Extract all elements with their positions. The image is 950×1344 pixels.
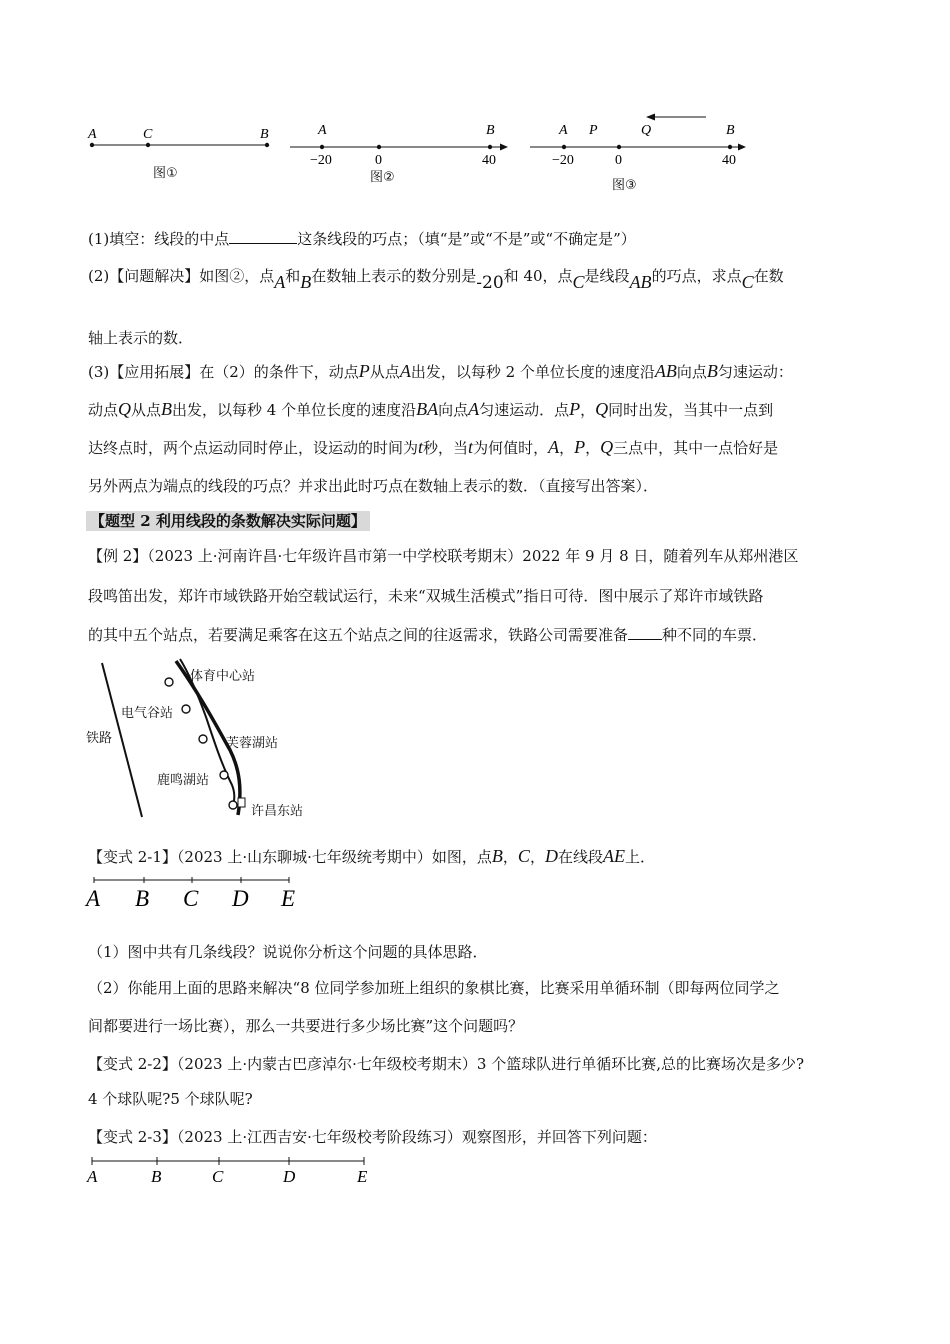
q3-text: 从点 (369, 363, 400, 381)
q3-text: 出发，以每秒 2 个单位长度的速度沿 (410, 363, 655, 381)
q3-text: 为何值时， (473, 439, 549, 457)
q3-text: ， (559, 439, 575, 457)
station-label: 芙蓉湖站 (226, 736, 279, 751)
q2-t2: 和 (285, 267, 301, 285)
q3-line3 (88, 437, 778, 458)
q2-t4: 和 40，点 (503, 267, 573, 285)
fig1-point-b: B (260, 127, 269, 142)
q3-var: t (418, 437, 424, 457)
fig3-tick-0: 0 (615, 153, 622, 168)
station-marker (165, 678, 173, 686)
ex2-text: 种不同的车票． (662, 626, 768, 644)
fig2-tick-0: 0 (375, 153, 382, 168)
q3-var: B (161, 399, 173, 419)
station-label: 体育中心站 (190, 669, 256, 684)
v21-text: 上． (624, 848, 655, 866)
v21-point: A (86, 886, 101, 911)
figure-2 (288, 120, 513, 170)
segment-figure-v23 (84, 1154, 374, 1188)
fig2-caption: 图② (370, 170, 395, 185)
fig3-point-a: A (559, 123, 568, 138)
v21-text: 在线段 (557, 848, 603, 866)
variant-2-3-title: 【变式 2-3】（2023 上·江西吉安·七年级校考阶段练习）观察图形，并回答下列问题： (88, 1128, 657, 1146)
variant-2-1-title (88, 846, 655, 867)
variant-2-2-line2: 4 个球队呢?5 个球队呢? (88, 1090, 253, 1108)
v21-var: B (491, 846, 503, 866)
q2-var: AB (629, 272, 652, 292)
answer-blank (229, 229, 297, 244)
q2-var: B (300, 272, 312, 292)
q2-var: A (274, 272, 286, 292)
fig3-point-b: B (726, 123, 735, 138)
example-2-line1: 【例 2】（2023 上·河南许昌·七年级许昌市第一中学校联考期末）2022 年 9 月 8 日，随着列车从郑州港区 (88, 547, 799, 565)
q1-text-a: (1)填空：线段的中点 (88, 230, 230, 248)
q2-t3: 在数轴上表示的数分别是 (311, 267, 477, 285)
q3-text: 从点 (131, 401, 162, 419)
q3-var: AB (654, 361, 677, 381)
fig3-caption: 图③ (612, 178, 637, 193)
v21-question-2a: （2）你能用上面的思路来解决“8 位同学参加班上组织的象棋比赛，比赛采用单循环制（即每两位同学之 (88, 979, 780, 997)
v21-point: D (232, 886, 249, 911)
station-marker (229, 801, 237, 809)
v21-question-2b: 间都要进行一场比赛），那么一共要进行多少场比赛”这个问题吗？ (88, 1017, 524, 1035)
fig2-tick-40: 40 (482, 153, 496, 168)
q3-var: P (574, 437, 586, 457)
q3-line4: 另外两点为端点的线段的巧点？并求出此时巧点在数轴上表示的数．（直接写出答案）． (88, 477, 659, 495)
v21-text: ， (502, 848, 518, 866)
question-1 (88, 229, 636, 249)
v21-var: D (544, 846, 558, 866)
ex2-text: 的其中五个站点，若要满足乘客在这五个站点之间的往返需求，铁路公司需要准备 (88, 626, 629, 644)
q2-t1: (2)【问题解决】如图②，点 (88, 267, 275, 285)
q3-var: B (706, 361, 718, 381)
q3-var: Q (118, 399, 132, 419)
v23-point: A (87, 1167, 98, 1186)
fig3-point-p: P (589, 123, 598, 138)
station-label: 许昌东站 (251, 804, 304, 819)
fig3-direction-arrow (646, 114, 655, 121)
answer-blank (628, 625, 662, 640)
q3-var: A (468, 399, 480, 419)
q3-line1 (88, 361, 793, 382)
q3-text: 出发，以每秒 4 个单位长度的速度沿 (172, 401, 417, 419)
figure-1 (82, 120, 282, 190)
q2-line2: 轴上表示的数． (88, 329, 194, 347)
q2-t5: 是线段 (584, 267, 630, 285)
q2-t7: 在数 (753, 267, 784, 285)
station-marker (220, 771, 228, 779)
q2-number: -20 (476, 273, 504, 293)
q3-text: 向点 (438, 401, 469, 419)
fig2-point-a: A (318, 123, 327, 138)
v23-point: B (151, 1167, 162, 1186)
q3-text: 同时出发，当其中一点到 (608, 401, 774, 419)
q2-t6: 的巧点，求点 (651, 267, 742, 285)
station-label: 鹿鸣湖站 (157, 773, 210, 788)
v21-var: AE (602, 846, 625, 866)
v21-var: C (517, 846, 530, 866)
segment-figure-v21 (84, 872, 304, 914)
v21-point: E (281, 886, 296, 911)
station-terminal-icon (238, 798, 245, 807)
fig2-point-b: B (486, 123, 495, 138)
q3-text: 匀速运动： (717, 363, 793, 381)
v23-point: E (357, 1167, 368, 1186)
q3-text: ， (585, 439, 601, 457)
q3-text: 三点中，其中一点恰好是 (613, 439, 779, 457)
station-label: 电气谷站 (121, 706, 174, 721)
v23-point: C (212, 1167, 224, 1186)
q3-var: t (468, 437, 474, 457)
q3-text: 向点 (676, 363, 707, 381)
q3-var: BA (416, 399, 439, 419)
question-2 (88, 266, 784, 293)
v21-question-1: （1）图中共有几条线段？说说你分析这个问题的具体思路． (88, 943, 488, 961)
fig1-point-a: A (88, 127, 97, 142)
q3-text: 动点 (88, 401, 119, 419)
q3-text: 秒，当 (423, 439, 469, 457)
q3-text: ， (580, 401, 596, 419)
q3-var: Q (600, 437, 614, 457)
fig2-tick-neg20: −20 (310, 153, 332, 168)
q3-var: A (399, 361, 411, 381)
example-2-line2: 段鸣笛出发，郑许市域铁路开始空载试运行，未来“双城生活模式”指日可待．图中展示了郑许市域铁路 (88, 587, 764, 605)
section-header: 【题型 2 利用线段的条数解决实际问题】 (86, 511, 370, 531)
v23-point: D (283, 1167, 296, 1186)
q3-text: 达终点时，两个点运动同时停止，设运动的时间为 (88, 439, 419, 457)
fig1-caption: 图① (153, 166, 178, 181)
q3-text: (3)【应用拓展】在（2）的条件下，动点 (88, 363, 359, 381)
map-rail-label: 铁路 (86, 731, 113, 746)
fig3-tick-40: 40 (722, 153, 736, 168)
v21-point: C (183, 886, 199, 911)
q2-var: C (741, 272, 754, 292)
variant-2-2-line1: 【变式 2-2】（2023 上·内蒙古巴彦淖尔·七年级校考期末）3 个篮球队进行单循环比赛,总的比赛场次是多少? (88, 1055, 805, 1073)
q3-var: Q (595, 399, 609, 419)
q3-text: 匀速运动．点 (479, 401, 570, 419)
q1-text-b: 这条线段的巧点；（填“是”或“不是”或“不确定是”） (297, 230, 636, 248)
q2-var: C (572, 272, 585, 292)
v21-point: B (135, 886, 150, 911)
figure-3 (528, 108, 753, 173)
q3-var: A (548, 437, 560, 457)
station-marker (199, 735, 207, 743)
fig3-point-q: Q (641, 123, 652, 138)
fig1-point-c: C (143, 127, 153, 142)
q3-var: P (358, 361, 370, 381)
fig3-tick-neg20: −20 (552, 153, 574, 168)
station-marker (182, 705, 190, 713)
q3-line2 (88, 399, 773, 420)
example-2-line3 (88, 625, 767, 645)
v21-text: 【变式 2-1】（2023 上·山东聊城·七年级统考期中）如图，点 (88, 848, 492, 866)
q3-var: P (569, 399, 581, 419)
v21-text: ， (529, 848, 545, 866)
